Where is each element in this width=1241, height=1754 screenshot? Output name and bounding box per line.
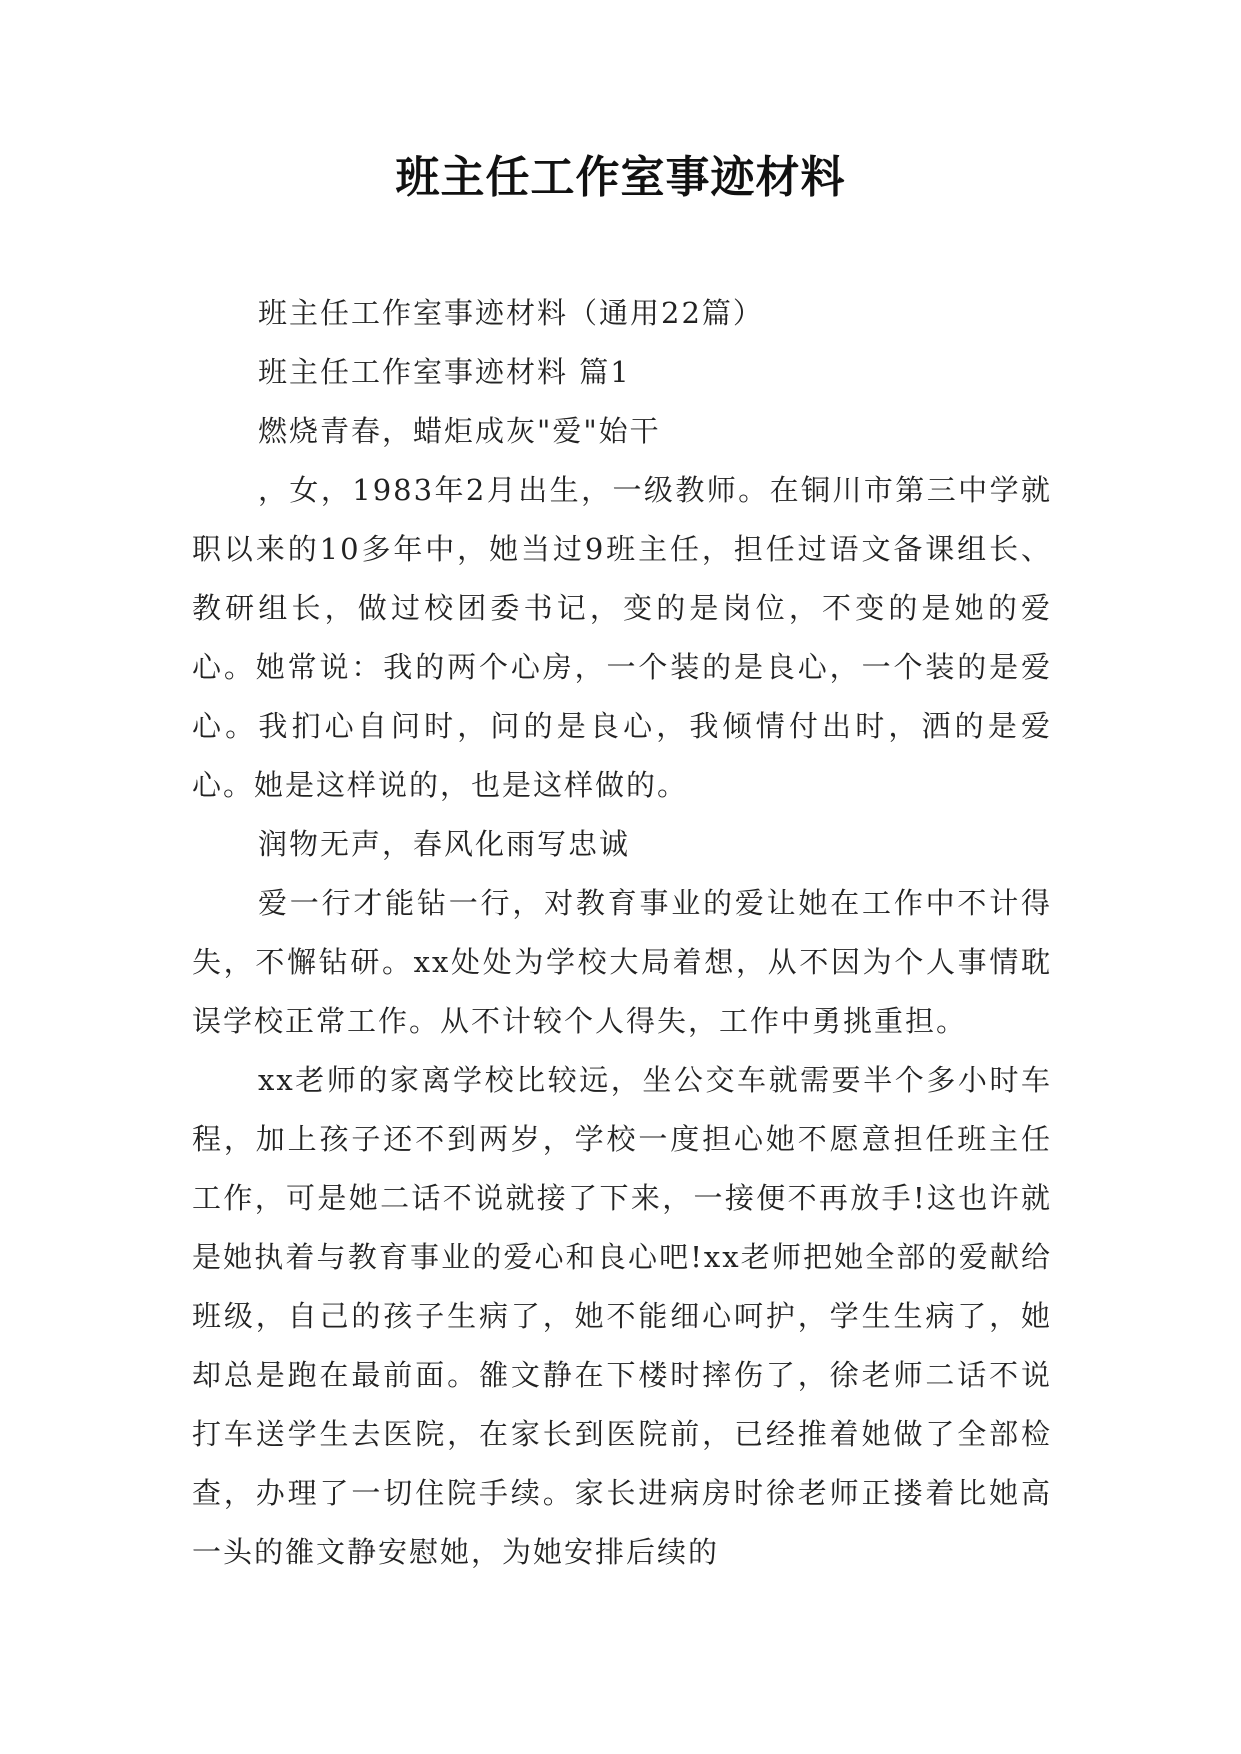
document-body xyxy=(192,284,1052,1582)
paragraph-body-1: ，女，1983年2月出生，一级教师。在铜川市第三中学就职以来的10多年中，她当过9班主任，担任过语文备课组长、教研组长，做过校团委书记，变的是岗位，不变的是她的爱心。她常说：我的两个心房，一个装的是良心，一个装的是爱心。我扪心自问时，问的是良心，我倾情付出时，洒的是爱心。她是这样说的，也是这样做的。 xyxy=(192,473,1052,802)
paragraph-heading-2: 润物无声，春风化雨写忠诚 xyxy=(258,827,631,861)
paragraph-body-2: 爱一行才能钻一行，对教育事业的爱让她在工作中不计得失，不懈钻研。xx处处为学校大局着想，从不因为个人事情耽误学校正常工作。从不计较个人得失，工作中勇挑重担。 xyxy=(192,886,1052,1038)
paragraph-subtitle: 班主任工作室事迹材料（通用22篇） xyxy=(258,296,764,330)
paragraph-heading-1: 燃烧青春，蜡炬成灰"爱"始干 xyxy=(258,414,661,448)
paragraph-section-heading: 班主任工作室事迹材料 篇1 xyxy=(258,355,631,389)
page-title: 班主任工作室事迹材料 xyxy=(395,152,846,203)
paragraph-body-3: xx老师的家离学校比较远，坐公交车就需要半个多小时车程，加上孩子还不到两岁，学校一度担心她不愿意担任班主任工作，可是她二话不说就接了下来，一接便不再放手!这也许就是她执着与教育事业的爱心和良心吧!xx老师把她全部的爱献给班级，自己的孩子生病了，她不能细心呵护，学生生病了，她却总是跑在最前面。雒文静在下楼时摔伤了，徐老师二话不说打车送学生去医院，在家长到医院前，已经推着她做了全部检查，办理了一切住院手续。家长进病房时徐老师正搂着比她高一头的雒文静安慰她，为她安排后续的 xyxy=(192,1063,1052,1569)
